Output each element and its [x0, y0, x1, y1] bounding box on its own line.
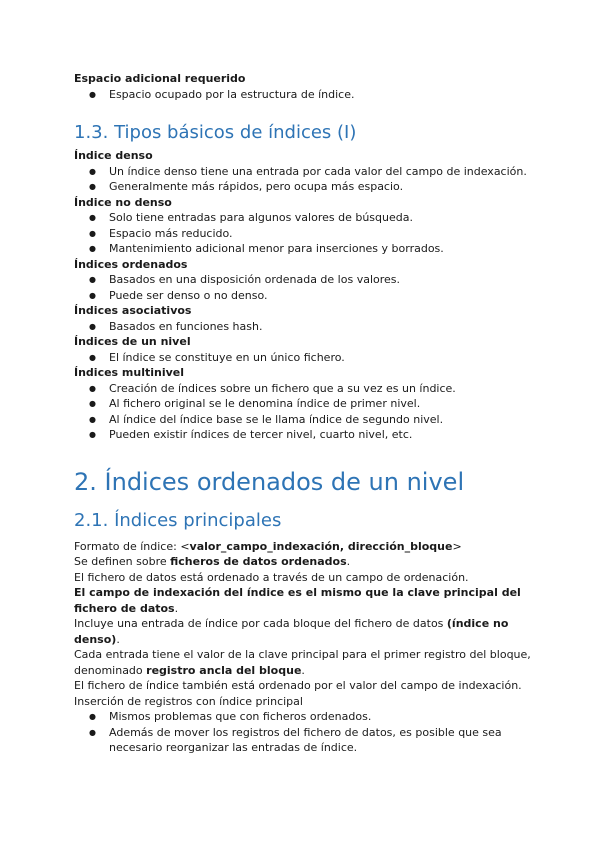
paragraph-text: > — [452, 539, 462, 553]
paragraph-bold: El campo de indexación del índice es el mismo que la clave principal del fichero de datos — [74, 586, 521, 615]
paragraph-text: Formato de índice: < — [74, 539, 190, 553]
bullet-list — [74, 272, 534, 303]
paragraph-bold: ficheros de datos ordenados — [170, 555, 347, 568]
list-item: ● Mantenimiento adicional menor para inserciones y borrados. — [74, 241, 534, 257]
paragraph — [74, 647, 534, 678]
bullet-list — [74, 210, 534, 257]
list-item: ● Mismos problemas que con ficheros ordenados. — [74, 709, 534, 725]
term-heading: Índice denso — [74, 149, 153, 162]
section-heading-2-1: 2.1. Índices principales — [74, 509, 282, 531]
paragraph-bold: (índice no denso) — [74, 617, 509, 646]
term-heading: Índices multinivel — [74, 366, 185, 379]
paragraph — [74, 616, 534, 647]
term-heading: Índices ordenados — [74, 257, 188, 271]
section-heading-2: 2. Índices ordenados de un nivel — [74, 467, 465, 496]
bullet-list — [74, 319, 534, 335]
paragraph-text: Se definen sobre — [74, 555, 171, 568]
page-content — [74, 71, 534, 756]
bullet-list — [74, 709, 534, 756]
list-item: ● Puede ser denso o no denso. — [74, 288, 534, 304]
paragraph-text: . — [174, 601, 179, 615]
paragraph-text: Incluye una entrada de índice por cada bloque del fichero de datos — [74, 617, 447, 630]
list-item: ● Solo tiene entradas para algunos valores de búsqueda. — [74, 210, 534, 226]
list-item: ● Generalmente más rápidos, pero ocupa más espacio. — [74, 179, 534, 195]
bullet-list — [74, 350, 534, 366]
bullet-list — [74, 164, 534, 195]
paragraph-text: . — [346, 555, 351, 568]
paragraph: Inserción de registros con índice principal — [74, 694, 303, 708]
paragraph-text: Cada entrada tiene el valor de la clave principal para el primer registro del bloque, denominado — [74, 648, 531, 677]
term-heading: Espacio adicional requerido — [74, 72, 246, 85]
term-heading: Índices de un nivel — [74, 335, 191, 348]
term-heading: Índice no denso — [74, 195, 172, 209]
list-item: ● Creación de índices sobre un fichero que a su vez es un índice. — [74, 381, 534, 397]
paragraph — [74, 539, 534, 555]
section-heading-1-3: 1.3. Tipos básicos de índices (I) — [74, 122, 357, 143]
list-item: ● Pueden existir índices de tercer nivel, cuarto nivel, etc. — [74, 427, 534, 443]
list-item: ● Basados en una disposición ordenada de los valores. — [74, 272, 534, 288]
paragraph: El fichero de datos está ordenado a través de un campo de ordenación. — [74, 570, 469, 584]
term-heading: Índices asociativos — [74, 304, 192, 317]
paragraph — [74, 585, 534, 616]
list-item: ● El índice se constituye en un único fichero. — [74, 350, 534, 366]
bullet-list — [74, 381, 534, 443]
list-item: ● Al fichero original se le denomina índice de primer nivel. — [74, 396, 534, 412]
paragraph-text: . — [301, 663, 305, 677]
list-item: ● Espacio ocupado por la estructura de índice. — [74, 87, 534, 103]
paragraph — [74, 554, 534, 570]
list-item: ● Un índice denso tiene una entrada por cada valor del campo de indexación. — [74, 164, 534, 180]
list-item: ● Al índice del índice base se le llama índice de segundo nivel. — [74, 412, 534, 428]
paragraph-text: . — [116, 632, 120, 646]
paragraph-bold: valor_campo_indexación, dirección_bloque — [189, 539, 453, 553]
list-item: ● Espacio más reducido. — [74, 226, 534, 242]
list-item: ● Basados en funciones hash. — [74, 319, 534, 335]
paragraph-bold: registro ancla del bloque — [146, 663, 302, 677]
paragraph: El fichero de índice también está ordenado por el valor del campo de indexación. — [74, 679, 522, 692]
list-item: ● Además de mover los registros del fichero de datos, es posible que sea necesario reorganizar las entradas de índice. — [74, 725, 534, 756]
bullet-list — [74, 87, 534, 103]
